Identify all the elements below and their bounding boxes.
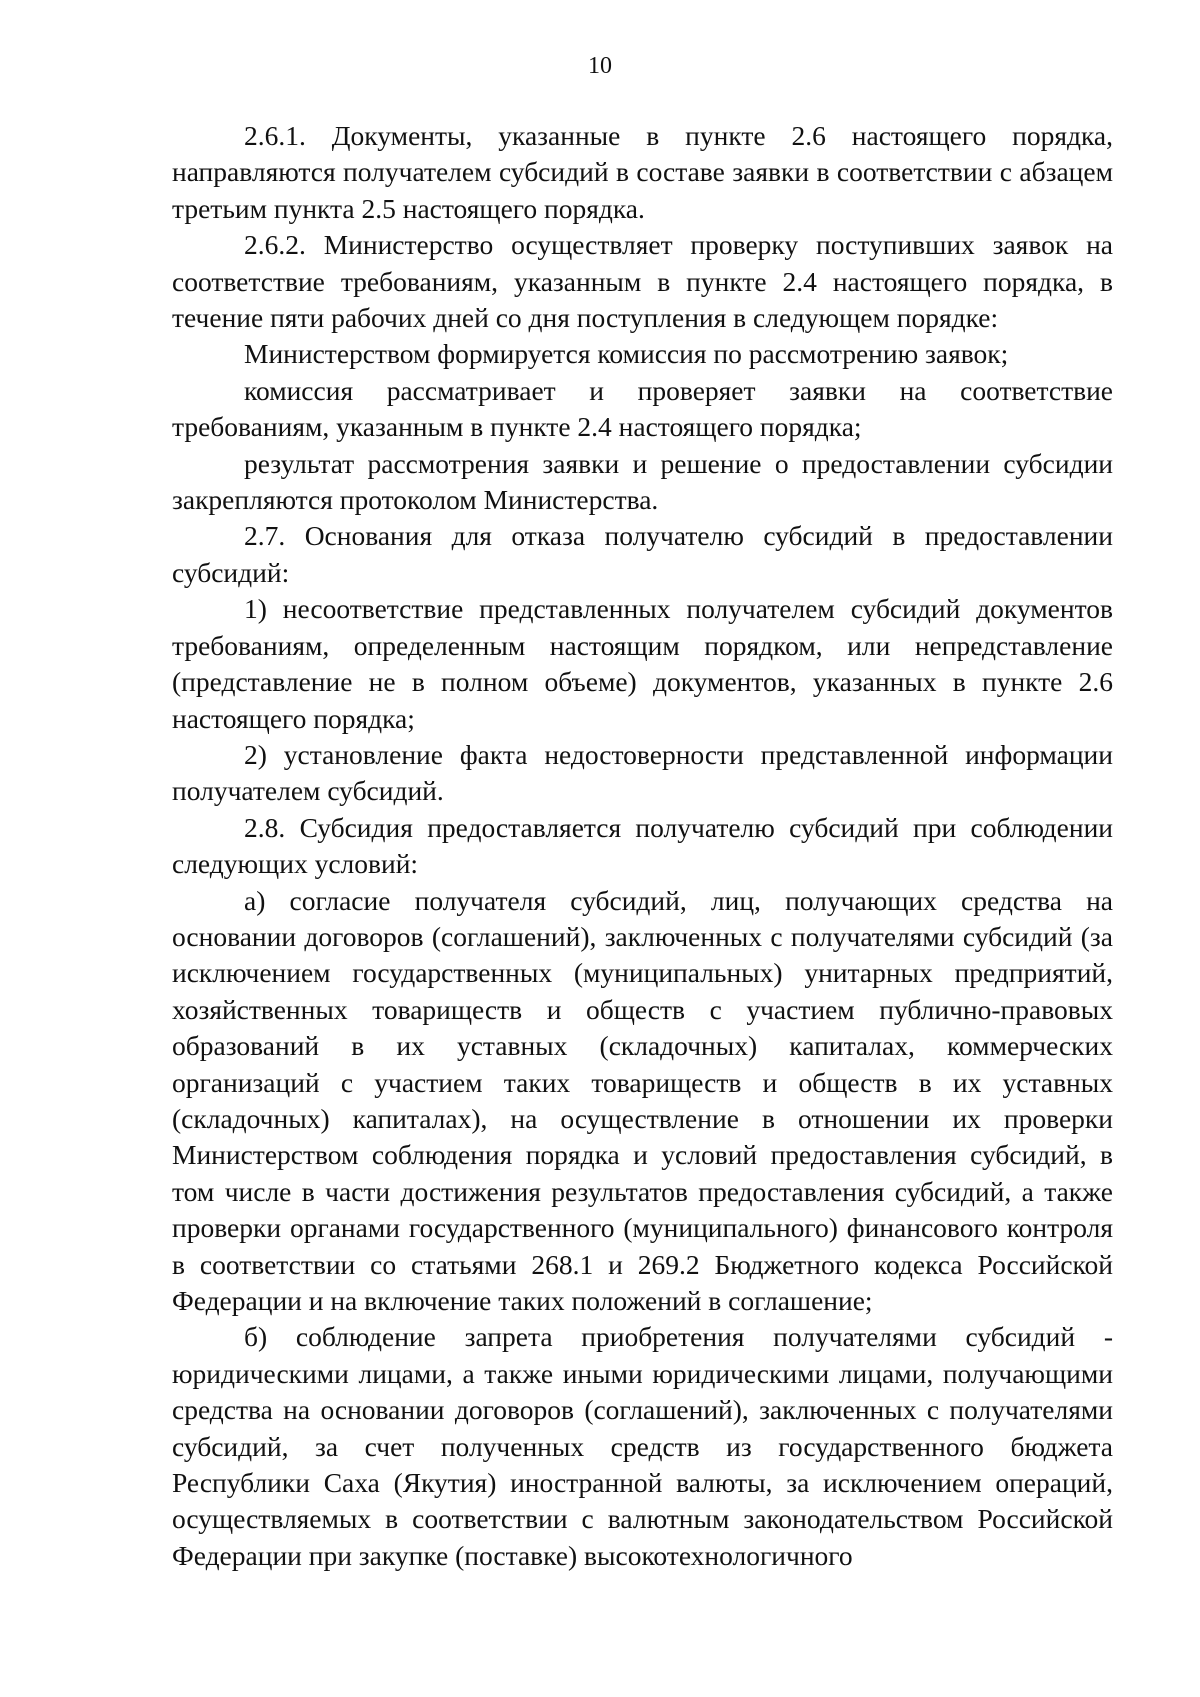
paragraph-condition-a: а) согласие получателя субсидий, лиц, получающих средства на основании договоров (соглашений), заключенных с получателями субсидий (за исключением государственных (муниципальных) унитарных предприятий, хозяйственных товариществ и обществ с участием публично-правовых образований в их уставных (складочных) капиталах, коммерческих организаций с участием таких товариществ и обществ в их уставных (складочных) капиталах), на осуществление в отношении их проверки Министерством соблюдения порядка и условий предоставления субсидий, в том числе в части достижения результатов предоставления субсидий, а также проверки органами государственного (муниципального) финансового контроля в соответствии со статьями 268.1 и 269.2 Бюджетного кодекса Российской Федерации и на включение таких положений в соглашение; (172, 884, 1113, 1316)
page-number: 10 (588, 53, 612, 79)
document-body (172, 118, 1113, 1574)
paragraph-2-7: 2.7. Основания для отказа получателю субсидий в предоставлении субсидий: (172, 520, 1113, 588)
paragraph-review-result: результат рассмотрения заявки и решение о предоставлении субсидии закрепляются протоколом Министерства. (172, 447, 1113, 516)
paragraph-refusal-ground-1: 1) несоответствие представленных получателем субсидий документов требованиям, определенным настоящим порядком, или непредставление (представление не в полном объеме) документов, указанных в пункте 2.6 настоящего порядка; (172, 593, 1113, 734)
paragraph-commission-reviews: комиссия рассматривает и проверяет заявки на соответствие требованиям, указанным в пункте 2.4 настоящего порядка; (172, 374, 1113, 443)
paragraph-refusal-ground-2: 2) установление факта недостоверности представленной информации получателем субсидий. (172, 738, 1113, 807)
paragraph-commission-formed: Министерством формируется комиссия по рассмотрению заявок; (244, 338, 1009, 370)
paragraph-2-6-2: 2.6.2. Министерство осуществляет проверку поступивших заявок на соответствие требованиям, указанным в пункте 2.4 настоящего порядка, в течение пяти рабочих дней со дня поступления в следующем порядке: (172, 229, 1113, 334)
paragraph-2-8: 2.8. Субсидия предоставляется получателю субсидий при соблюдении следующих условий: (172, 811, 1113, 880)
paragraph-condition-b: б) соблюдение запрета приобретения получателями субсидий - юридическими лицами, а также иными юридическими лицами, получающими средства на основании договоров (соглашений), заключенных с получателями субсидий, за счет полученных средств из государственного бюджета Республики Саха (Якутия) иностранной валюты, за исключением операций, осуществляемых в соответствии с валютным законодательством Российской Федерации при закупке (поставке) высокотехнологичного (172, 1321, 1113, 1571)
paragraph-2-6-1: 2.6.1. Документы, указанные в пункте 2.6 настоящего порядка, направляются получателем субсидий в составе заявки в соответствии с абзацем третьим пункта 2.5 настоящего порядка. (172, 120, 1113, 224)
